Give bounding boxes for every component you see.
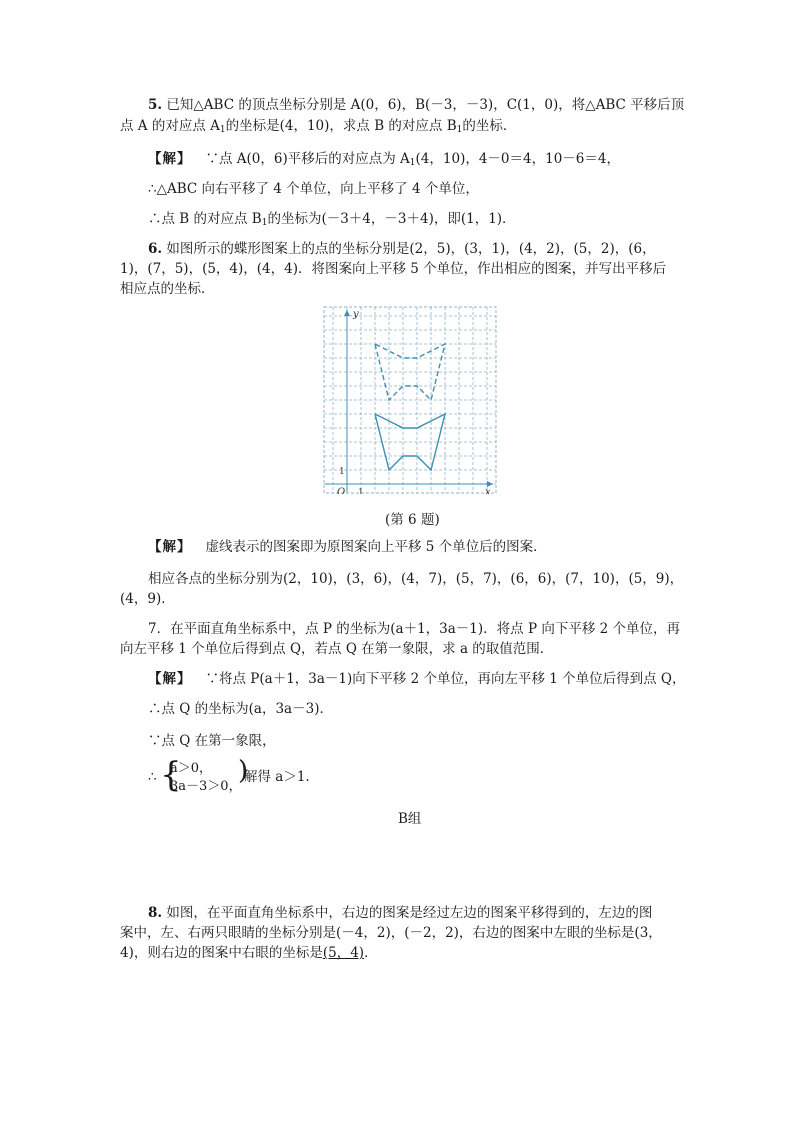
q6-solution-line3: (4，9)． xyxy=(120,591,175,607)
left-brace: { xyxy=(160,755,182,795)
therefore-symbol: ∴ xyxy=(148,769,157,785)
y-axis-arrow xyxy=(344,310,350,316)
inequality-2: 3a－3＞0， xyxy=(170,779,242,794)
q8-line3: 4)，则右边的图案中右眼的坐标是(5，4)． xyxy=(120,945,378,961)
q7-line2: 向左平移 1 个单位后得到点 Q，若点 Q 在第一象限，求 a 的取值范围． xyxy=(120,641,554,657)
inequality-1: a＞0， xyxy=(170,761,213,776)
figure-axes xyxy=(325,310,493,492)
q8-line1: 8. 如图，在平面直角坐标系中，右边的图案是经过左边的图案平移得到的，左边的图 xyxy=(148,905,653,921)
q8-answer: (5，4) xyxy=(322,945,365,961)
x-tick-label-1: 1 xyxy=(358,488,364,494)
q7-line1: 7．在平面直角坐标系中，点 P 的坐标为(a＋1，3a－1)．将点 P 向下平移 2 个单位，再 xyxy=(148,621,680,637)
q6-line1: 6. 如图所示的蝶形图案上的点的坐标分别是(2，5)，(3，1)，(4，2)，(5，2)，(6， xyxy=(148,241,656,257)
q5-line2: 点 A 的对应点 $A_1$的坐标是(4，10)，求点 B 的对应点 $B_1$的坐标． xyxy=(120,118,517,135)
figure-caption: (第 6 题) xyxy=(385,512,440,528)
q7-solution-line1: 【解】 ∵将点 P(a＋1，3a－1)向下平移 2 个单位，再向左平移 1 个单位后得到点 Q， xyxy=(148,671,686,687)
q6-solution-line2: 相应各点的坐标分别为(2，10)，(3，6)，(4，7)，(5，7)，(6，6)，(7，10)，(5，9)， xyxy=(148,571,684,587)
q7-solution-line3: ∵点 Q 在第一象限， xyxy=(148,733,276,749)
x-axis-label: x xyxy=(485,487,491,494)
y-axis-label: y xyxy=(353,309,359,320)
solution-tag: 【解】 xyxy=(148,671,192,687)
q5-solution-line1: 【解】 ∵点 A(0，6)平移后的对应点为 $A_1(4$，10)，4－0＝4，10－6＝4， xyxy=(148,151,620,168)
origin-label: O xyxy=(337,487,346,494)
q6-line3: 相应点的坐标． xyxy=(120,281,215,297)
y-tick-label-1: 1 xyxy=(339,467,345,477)
figure-shapes xyxy=(375,344,445,470)
q7-result: 解得 a＞1. xyxy=(244,769,310,785)
q6-solution-line1: 【解】 虚线表示的图案即为原图案向上平移 5 个单位后的图案． xyxy=(148,539,547,555)
q8-line2: 案中，左、右两只眼睛的坐标分别是(－4，2)，(－2，2)，右边的图案中左眼的坐标是(3， xyxy=(120,925,662,941)
q5-solution-line2: ∴△ABC 向右平移了 4 个单位，向上平移了 4 个单位， xyxy=(148,181,479,197)
butterfly-figure xyxy=(323,306,497,494)
q5-line1: 5. 已知△ABC 的顶点坐标分别是 A(0，6)，B(－3，－3)，C(1，0)，将△ABC 平移后顶 xyxy=(148,97,685,113)
q7-solution-line2: ∴点 Q 的坐标为(a，3a－3)． xyxy=(148,701,333,717)
q5-solution-line3: ∴点 B 的对应点 $B_1$的坐标为(－3＋4，－3＋4)，即(1，1)． xyxy=(148,211,516,228)
solution-tag: 【解】 xyxy=(148,539,192,555)
right-paren: ) xyxy=(238,756,249,786)
figure-grid xyxy=(324,307,496,494)
q6-line2: 1)，(7，5)，(5，4)，(4，4)．将图案向上平移 5 个单位，作出相应的图案，并写出平移后 xyxy=(120,261,667,277)
solution-tag: 【解】 xyxy=(148,151,192,167)
section-heading-group-b: B组 xyxy=(398,811,422,827)
